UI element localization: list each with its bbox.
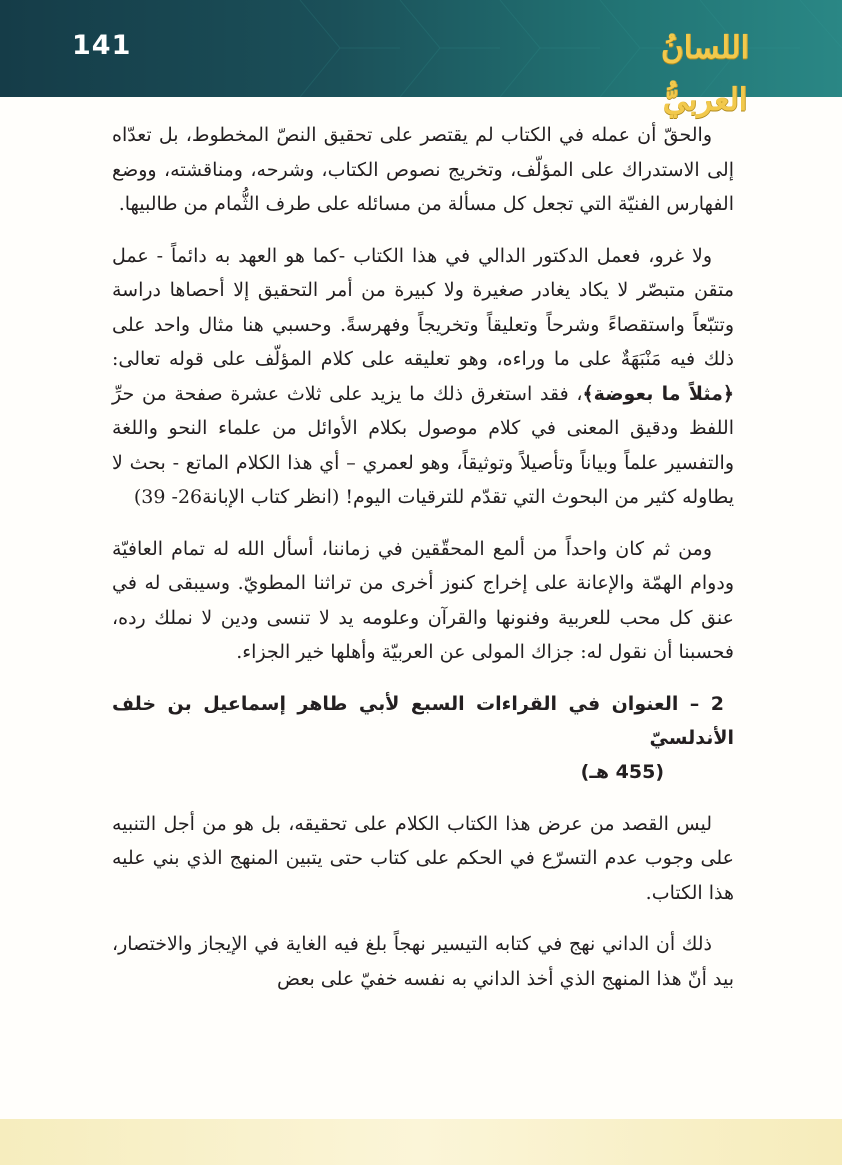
article-body xyxy=(112,118,734,996)
paragraph-2-text-a: ولا غرو، فعمل الدكتور الدالي في هذا الكتاب -كما هو العهد به دائماً - عمل متقن متبصّر لا يكاد يغادر صغيرة ولا كبيرة من أمر التحقيق إلا أحصاها دراسة وتتبّعاً واستقصاءً وشرحاً وتعليقاً وتخريجاً وفهرسةً. وحسبي هنا مثال واحد على ذلك فيه مَنْبَهَةٌ على ما وراءه، وهو تعليقه على كلام المؤلّف على قوله تعالى: xyxy=(112,244,734,370)
paragraph-1: والحقّ أن عمله في الكتاب لم يقتصر على تحقيق النصّ المخطوط، بل تعدّاه إلى الاستدراك على المؤلّف، وتخريج نصوص الكتاب، وشرحه، ومناقشته، ووضع الفهارس الفنيّة التي تجعل كل مسألة من مسائله على طرف الثُّمام من طالبيها. xyxy=(112,124,734,215)
section-heading-date: (455 هـ) xyxy=(580,760,664,783)
paragraph-2-text-b: ، فقد استغرق ذلك ما يزيد على ثلاث عشرة صفحة من حرِّ اللفظ ودقيق المعنى في كلام موصول بكلام الأوائل من علماء النحو واللغة والتفسير علماً وبياناً وتأصيلاً وتوثيقاً، وهو لعمري – أي هذا الكلام الماتع - بحث لا يطاوله كثير من البحوث التي تقدّم للترقيات اليوم! (انظر كتاب الإبانة26- 39) xyxy=(112,382,734,508)
quran-quote: ﴿مثلاً ما بعوضة﴾ xyxy=(582,382,734,405)
paragraph-5: ذلك أن الداني نهج في كتابه التيسير نهجاً بلغ فيه الغاية في الإيجاز والاختصار، بيد أنّ هذا المنهج الذي أخذ الداني به نفسه خفيّ على بعض xyxy=(112,933,734,990)
page-header xyxy=(0,0,842,118)
paragraph-3: ومن ثم كان واحداً من ألمع المحقّقين في زماننا، أسأل الله له تمام العافيّة ودوام الهمّة والإعانة على إخراج كنوز أخرى من تراثنا المطويّ. وسيبقى له في عنق كل محب للعربية وفنونها والقرآن وعلومه يد لا تنسى ودين لا نملك رده، فحسبنا أن نقول له: جزاك المولى عن العربيّة وأهلها خير الجزاء. xyxy=(112,537,734,663)
journal-logo: اللسانُ العربيُّ xyxy=(660,30,750,118)
paragraph-4: ليس القصد من عرض هذا الكتاب الكلام على تحقيقه، بل هو من أجل التنبيه على وجوب عدم التسرّع في الحكم على كتاب حتى يتبين المنهج الذي بني عليه هذا الكتاب. xyxy=(112,812,734,904)
page-number: 141 xyxy=(72,30,132,61)
section-heading-title: 2 – العنوان في القراءات السبع لأبي طاهر إسماعيل بن خلف الأندلسيّ xyxy=(112,692,734,749)
paragraph-2 xyxy=(112,239,734,515)
page-footer-band xyxy=(0,1119,842,1165)
section-heading xyxy=(112,687,734,789)
